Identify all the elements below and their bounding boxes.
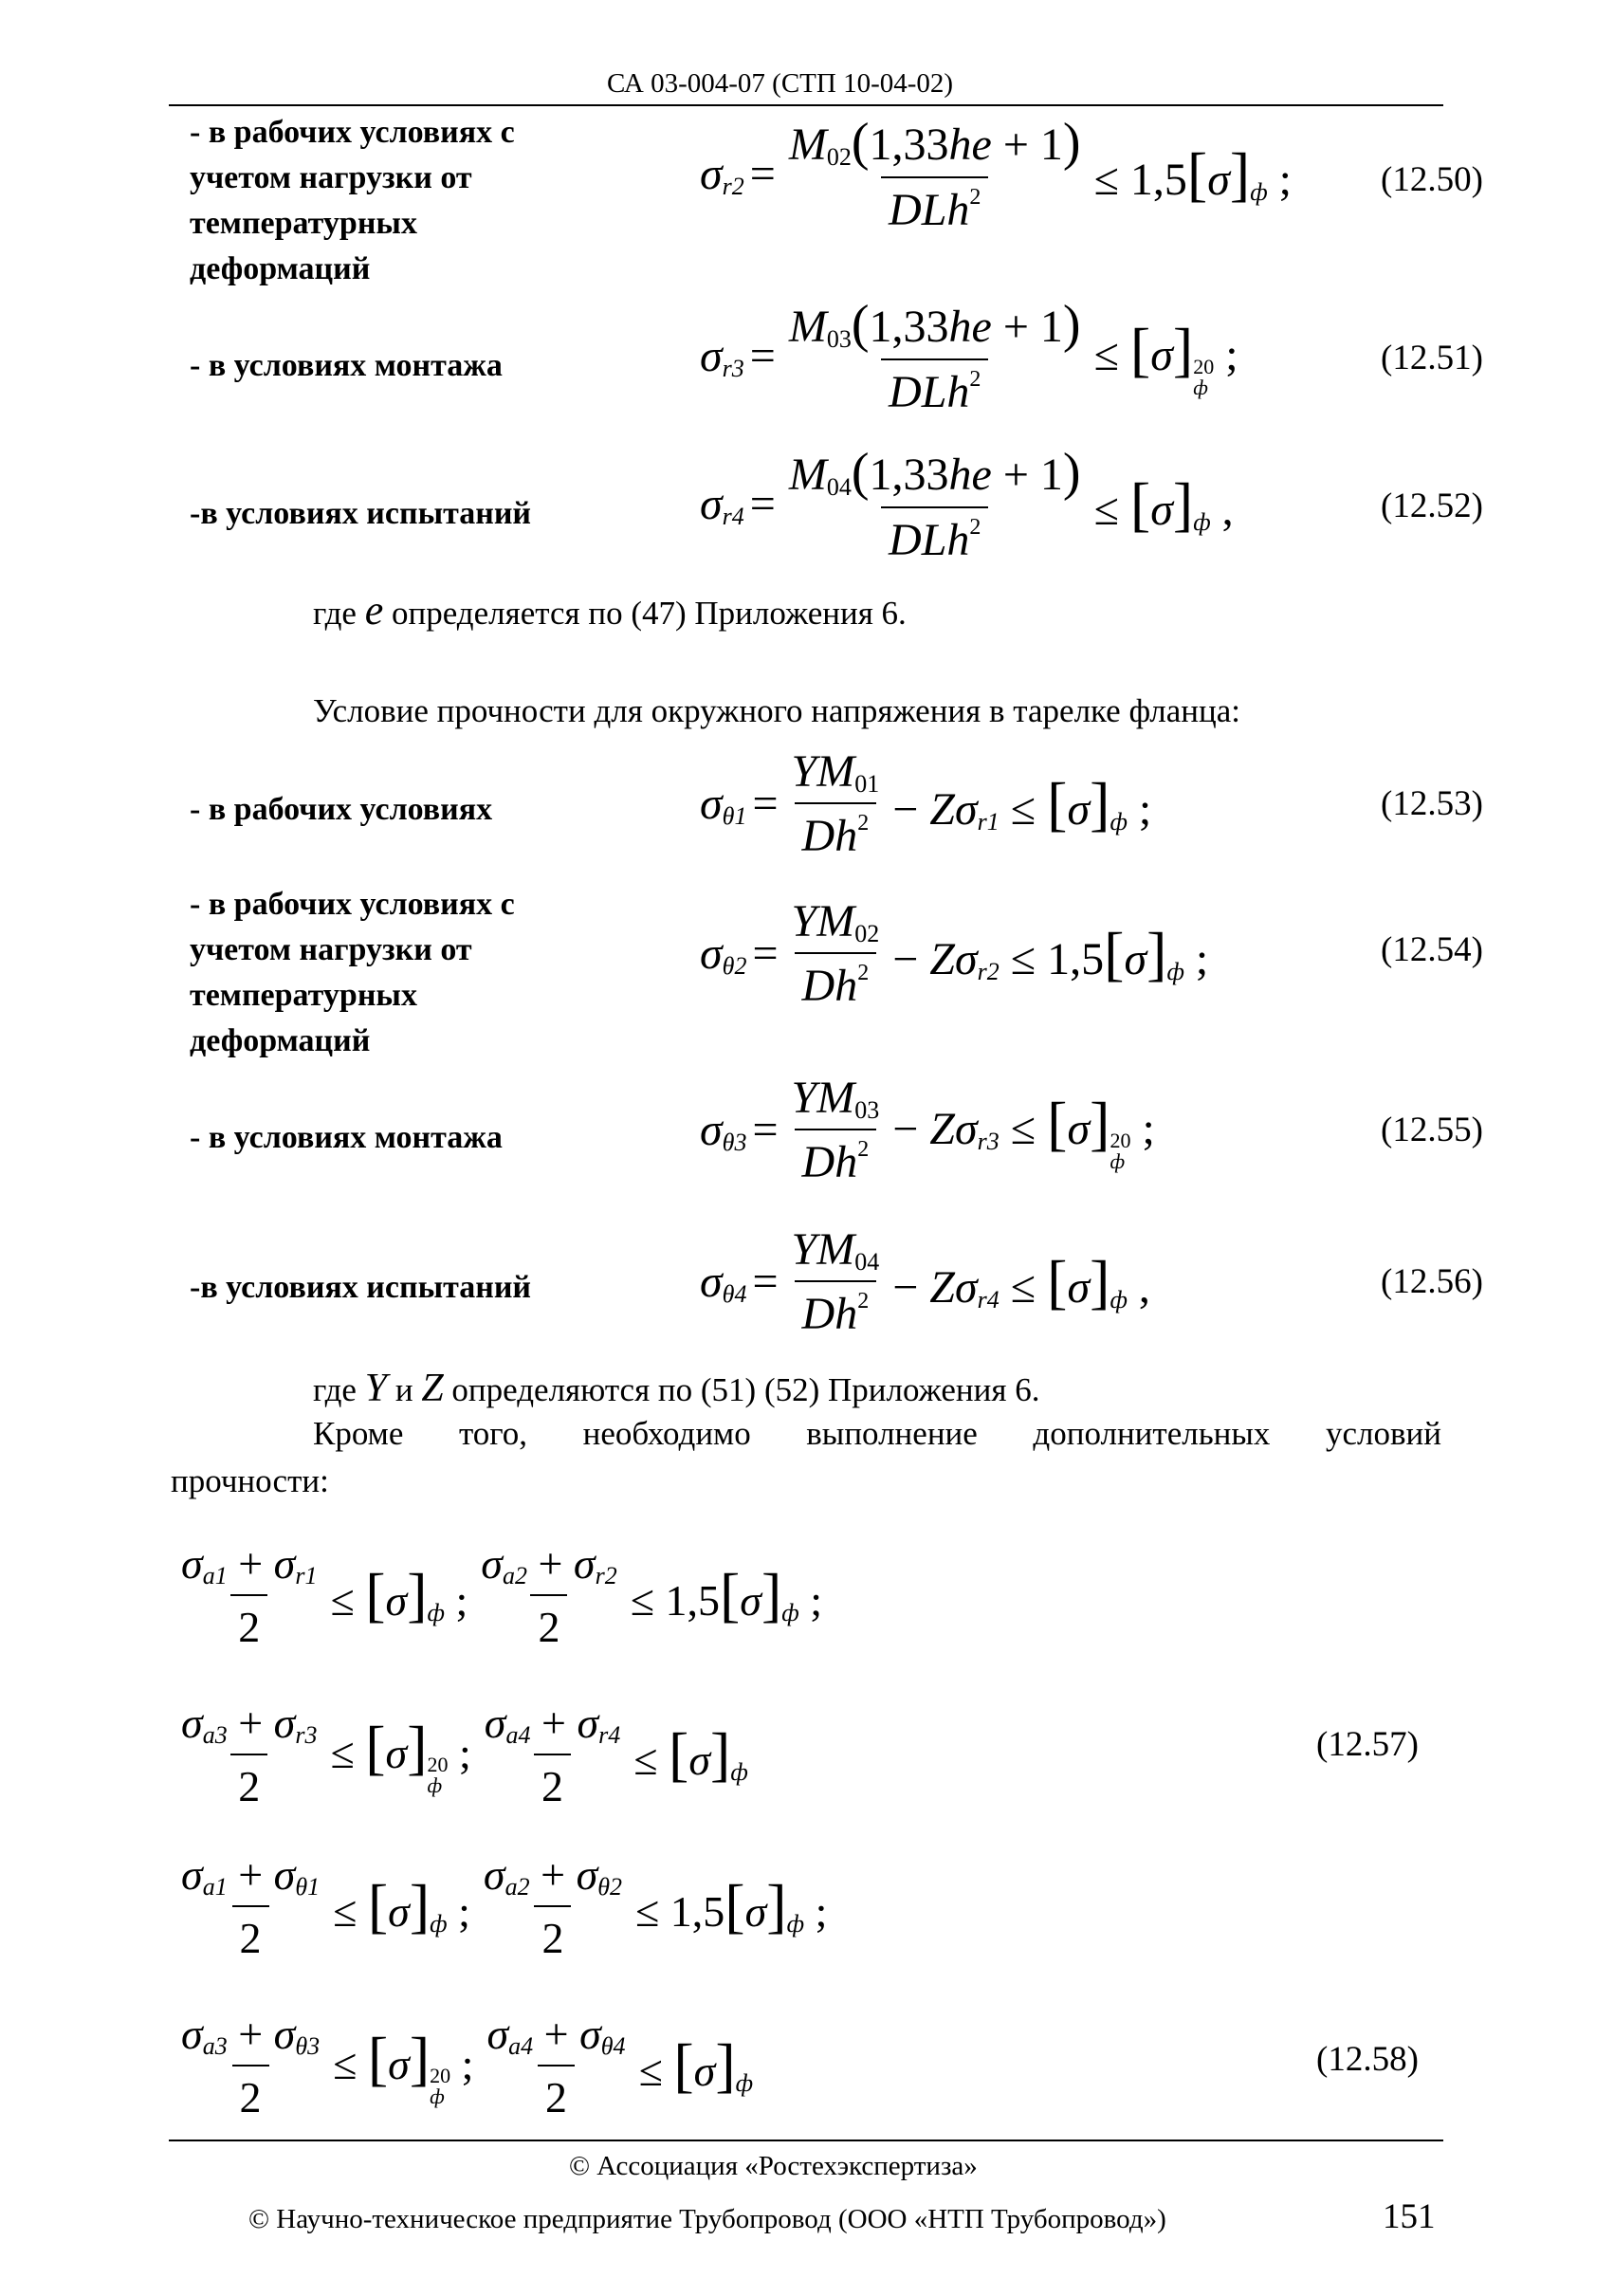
label-line: деформаций <box>190 251 371 286</box>
variable-y: Y <box>364 1367 388 1410</box>
eq-number: (12.52) <box>1381 487 1483 525</box>
condition-a1-theta1: $\frac{\sigma a1 + \sigma\theta 1}{2}$ ≤ [σ]ф ; $\frac{\sigma a2 + \sigma\theta 2}{2}$ ≤ 1,5[σ]ф ; <box>181 1850 828 1962</box>
text-fragment: и <box>394 1371 413 1408</box>
eq-number: (12.51) <box>1381 339 1483 377</box>
label-line: учетом нагрузки от <box>190 160 472 195</box>
eq-number: (12.54) <box>1381 930 1483 969</box>
formula-12-54: σθ2 = $\frac{YM02}{Dh^2}$ − Zσr2 ≤ 1,5[σ]ф ; <box>700 896 1209 1011</box>
condition-a3-r3: $\frac{\sigma a3 + \sigma r3}{2}$ ≤ [σ] 20 ф ; $\frac{\sigma a4 + \sigma r4}{2}$ ≤ [σ]ф <box>181 1699 748 1810</box>
strength-condition-title: Условие прочности для окружного напряжения в тарелке фланца: <box>313 692 1240 729</box>
label-work: - в рабочих условиях <box>190 792 493 827</box>
text-fragment: где <box>313 1371 357 1408</box>
where-yz-text <box>313 1366 1039 1411</box>
label-mount-2: - в условиях монтажа <box>190 1120 503 1155</box>
where-e-text <box>313 586 907 634</box>
label-line: температурных <box>190 978 417 1013</box>
label-line: учетом нагрузки от <box>190 932 472 967</box>
formula-12-50: σr2 = M02(1,33he + 1) DLh$^2$ ≤ 1,5[σ]ф ; <box>700 113 1293 235</box>
eq-number: (12.53) <box>1381 784 1483 823</box>
variable-z: Z <box>421 1367 444 1410</box>
label-test-2: -в условиях испытаний <box>190 1270 532 1305</box>
eq-number: (12.58) <box>1316 2040 1419 2079</box>
label-line: температурных <box>190 206 417 241</box>
label-line: - в рабочих условиях с <box>190 115 515 150</box>
condition-a1-r1: $\frac{\sigma a1 + \sigma r1}{2}$ ≤ [σ]ф ; $\frac{\sigma a2 + \sigma r2}{2}$ ≤ 1,5[σ]ф ; <box>181 1539 823 1651</box>
page-number: 151 <box>1383 2197 1436 2236</box>
footer-association: © Ассоциация «Ростехэкспертиза» <box>569 2151 978 2181</box>
variable-e: e <box>364 587 384 634</box>
formula-12-55: σθ3 = $\frac{YM03}{Dh^2}$ − Zσr3 ≤ [σ] 20 ф ; <box>700 1073 1155 1187</box>
header-rule <box>169 104 1443 106</box>
formula-12-51: σr3 = M03(1,33he + 1) DLh$^2$ ≤ [σ] 20 ф ; <box>700 295 1238 417</box>
document-code-header: СА 03-004-07 (СТП 10-04-02) <box>607 68 954 99</box>
footer-enterprise: © Научно-техническое предприятие Трубопровод (ООО «НТП Трубопровод») <box>248 2204 1166 2234</box>
text-fragment: определяются по (51) (52) Приложения 6. <box>451 1371 1040 1408</box>
eq-number: (12.55) <box>1381 1111 1483 1149</box>
label-mount-1: - в условиях монтажа <box>190 348 503 383</box>
eq-number: (12.57) <box>1316 1725 1419 1764</box>
eq-number: (12.56) <box>1381 1262 1483 1301</box>
label-work-temp-2 <box>190 882 515 1064</box>
formula-12-53: σθ1 = $\frac{YM01}{Dh^2}$ − Zσr1 ≤ [σ]ф ; <box>700 746 1152 861</box>
eq-number: (12.50) <box>1381 160 1483 199</box>
text-fragment: где <box>313 595 357 632</box>
footer-rule <box>169 2140 1443 2141</box>
label-test-1: -в условиях испытаний <box>190 496 532 531</box>
text-fragment: определяется по (47) Приложения 6. <box>392 595 907 632</box>
label-line: - в рабочих условиях с <box>190 887 515 922</box>
label-work-temp-1 <box>190 110 515 292</box>
condition-a3-theta3: $\frac{\sigma a3 + \sigma\theta 3}{2}$ ≤ [σ] 20 ф ; $\frac{\sigma a4 + \sigma\theta 4}{2}$ ≤ [σ]ф <box>181 2010 754 2122</box>
label-line: деформаций <box>190 1023 371 1058</box>
besides-text: Кроме того, необходимо выполнение дополнительных условий <box>313 1415 1441 1452</box>
formula-12-56: σθ4 = $\frac{YM04}{Dh^2}$ − Zσr4 ≤ [σ]ф , <box>700 1224 1150 1339</box>
formula-12-52: σr4 = M04(1,33he + 1) DLh$^2$ ≤ [σ]ф , <box>700 443 1234 565</box>
besides-text-2: прочности: <box>171 1462 329 1499</box>
